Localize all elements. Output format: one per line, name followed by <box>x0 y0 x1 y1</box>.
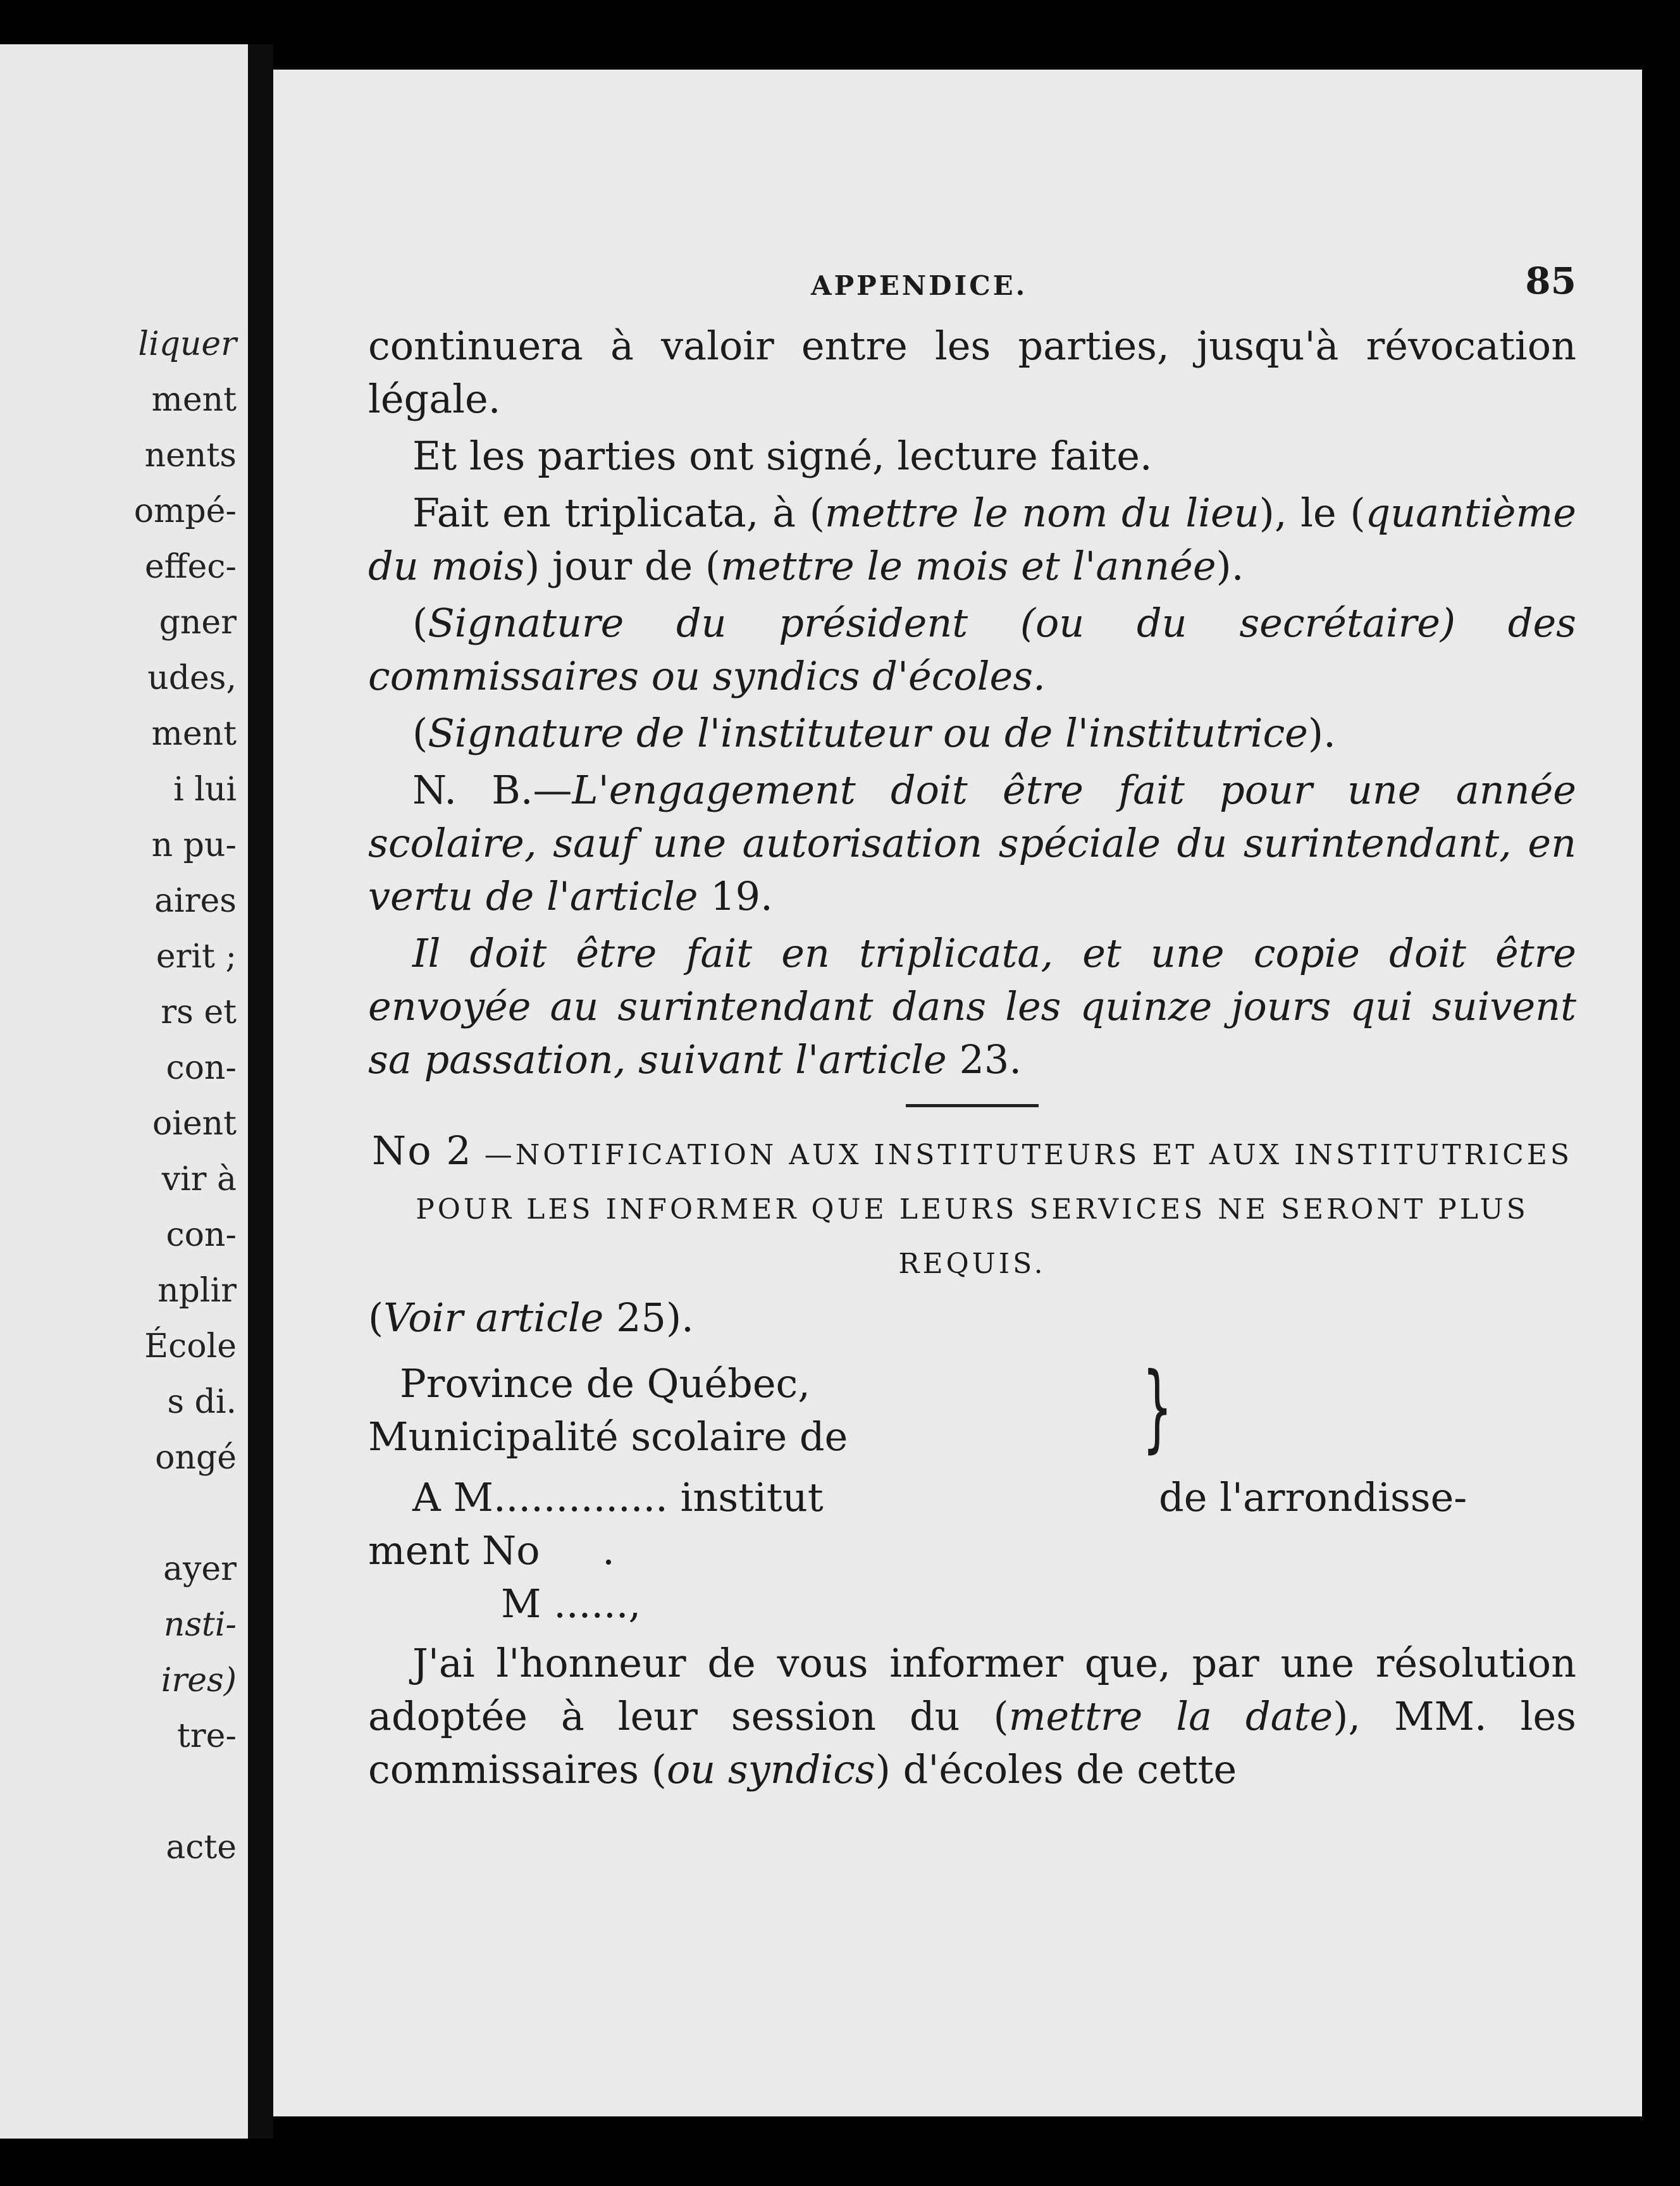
left-page-line: s di. <box>167 1383 237 1421</box>
form-number: No 2 <box>371 1127 472 1174</box>
form-title: —NOTIFICATION AUX INSTITUTEURS ET AUX INSTITUTRICES POUR LES INFORMER QUE LEURS SERVICES NE SERONT PLUS REQUIS. <box>416 1139 1572 1280</box>
salutation-row <box>368 1577 1576 1630</box>
addressee-row <box>368 1471 1576 1524</box>
book-gutter <box>248 44 273 2139</box>
left-page-line: vir à <box>161 1160 237 1198</box>
salutation: M ......, <box>501 1581 641 1627</box>
paragraph-continuation: continuera à valoir entre les parties, jusqu'à révocation légale. <box>368 323 1576 422</box>
left-page-line: ayer <box>163 1550 237 1588</box>
left-page-line: ment <box>151 715 237 753</box>
left-page-line: aires <box>154 882 237 920</box>
signature-president: (Signature du président (ou du secrétaire) des commissaires ou syndics d'écoles. <box>368 600 1576 699</box>
left-page-line: nsti- <box>163 1606 237 1644</box>
left-page-line: École <box>144 1327 237 1365</box>
left-page <box>0 44 248 2139</box>
page-header <box>368 259 1576 310</box>
note-nb: N. B.—L'engagement doit être fait pour une année scolaire, sauf une autorisation spéciale du surintendant, en vertu de l'article 19. <box>368 767 1576 919</box>
left-page-line: tre- <box>176 1717 237 1755</box>
left-page-line: nplir <box>158 1272 237 1310</box>
page-number: 85 <box>1525 259 1576 302</box>
form-2-heading <box>368 1124 1576 1291</box>
letter-body: J'ai l'honneur de vous informer que, par une résolution adoptée à leur session du (mettre la date), MM. les commissaires (ou syndics) d'écoles de cette <box>368 1640 1576 1792</box>
province-line: Province de Québec, <box>400 1360 810 1407</box>
addressee-district: de l'arrondisse- <box>1159 1474 1467 1520</box>
left-page-line: udes, <box>147 659 237 697</box>
section-divider <box>906 1104 1039 1107</box>
left-page-line: con- <box>166 1049 237 1087</box>
left-page-line <box>9 1486 237 1541</box>
left-page-line: rs et <box>161 993 237 1031</box>
left-page-line <box>9 1764 237 1820</box>
left-page-line: ompé- <box>133 492 237 530</box>
left-page-line: n pu- <box>151 826 237 864</box>
left-page-line: ongé <box>155 1439 237 1477</box>
right-page <box>273 70 1642 2116</box>
left-page-line: ires) <box>161 1661 237 1699</box>
municipality-line: Municipalité scolaire de <box>368 1413 848 1460</box>
left-page-line: effec- <box>144 548 237 586</box>
left-page-text <box>9 316 237 1875</box>
left-page-line: erit ; <box>156 938 237 976</box>
left-page-line: i lui <box>173 771 237 809</box>
paragraph-triplicata: Fait en triplicata, à (mettre le nom du lieu), le (quantième du mois) jour de (mettre le mois et l'année). <box>368 490 1576 589</box>
address-block <box>368 1353 1576 1471</box>
left-page-line: acte <box>166 1829 237 1866</box>
body-text <box>368 320 1576 1800</box>
addressee-row-2 <box>368 1524 1576 1577</box>
addressee-number: ment No . <box>368 1527 615 1574</box>
left-page-line: gner <box>159 604 237 642</box>
left-page-line: oient <box>152 1105 237 1143</box>
left-page-line: con- <box>166 1216 237 1254</box>
addressee-name: A M.............. institut <box>412 1474 824 1520</box>
signature-instituteur: (Signature de l'instituteur ou de l'institutrice). <box>412 710 1336 756</box>
left-page-line: nents <box>144 437 237 475</box>
paragraph-signed: Et les parties ont signé, lecture faite. <box>412 433 1152 479</box>
page-content <box>368 70 1576 2116</box>
left-page-line: liquer <box>138 325 237 363</box>
left-page-line: ment <box>151 381 237 419</box>
note-triplicata: Il doit être fait en triplicata, et une copie doit être envoyée au surintendant dans les quinze jours qui suivent sa passation, suivant l'article 23. <box>368 930 1576 1083</box>
brace: } <box>1142 1353 1173 1463</box>
running-head: APPENDICE. <box>811 270 1028 301</box>
see-article: (Voir article 25). <box>368 1295 694 1341</box>
